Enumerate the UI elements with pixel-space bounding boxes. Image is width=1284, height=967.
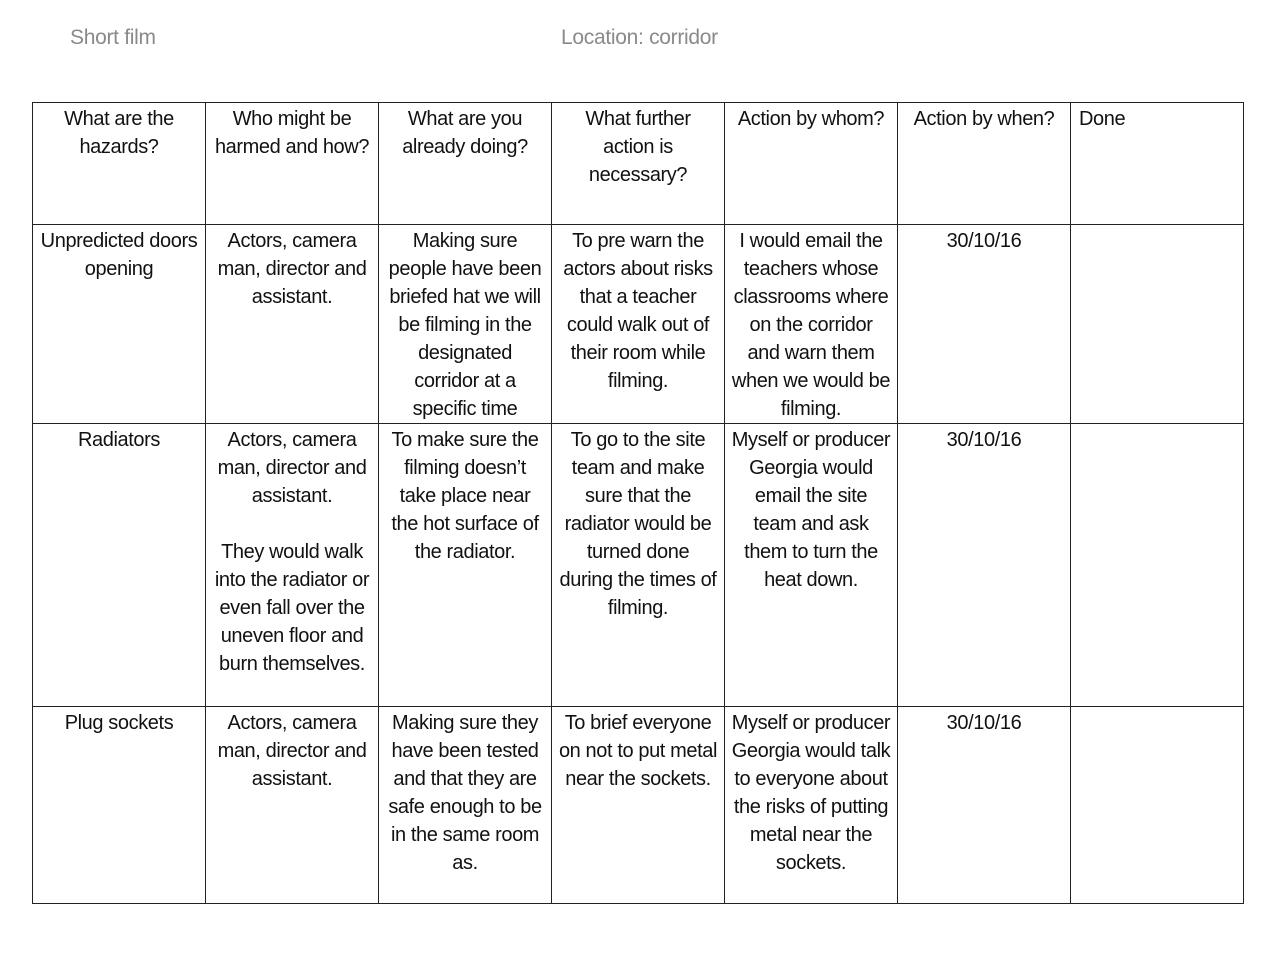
location-label: Location: corridor	[561, 26, 718, 49]
further-action-cell: To brief everyone on not to put metal near the sockets.	[552, 707, 725, 904]
harmed-cell	[206, 424, 379, 707]
doing-cell: To make sure the filming doesn’t take place near the hot surface of the radiator.	[379, 424, 552, 707]
column-header-harmed: Who might be harmed and how?	[206, 103, 379, 225]
hazard-cell: Unpredicted doors opening	[33, 225, 206, 424]
column-header-hazards: What are the hazards?	[33, 103, 206, 225]
hazard-cell: Plug sockets	[33, 707, 206, 904]
action-by-when-cell: 30/10/16	[898, 707, 1071, 904]
done-cell	[1071, 707, 1244, 904]
column-header-action-by-whom: Action by whom?	[725, 103, 898, 225]
column-header-done: Done	[1071, 103, 1244, 225]
table-row	[33, 225, 1244, 424]
done-cell	[1071, 225, 1244, 424]
action-by-when-cell: 30/10/16	[898, 424, 1071, 707]
document-title: Short film	[70, 26, 156, 49]
further-action-cell: To pre warn the actors about risks that a teacher could walk out of their room while filming.	[552, 225, 725, 424]
harmed-who-text: Actors, camera man, director and assistant.	[217, 429, 367, 507]
table-row	[33, 424, 1244, 707]
doing-cell: Making sure people have been briefed hat we will be filming in the designated corridor at a specific time	[379, 225, 552, 424]
doing-cell: Making sure they have been tested and that they are safe enough to be in the same room as.	[379, 707, 552, 904]
action-by-whom-cell: Myself or producer Georgia would email the site team and ask them to turn the heat down.	[725, 424, 898, 707]
column-header-action-by-when: Action by when?	[898, 103, 1071, 225]
action-by-whom-cell: I would email the teachers whose classrooms where on the corridor and warn them when we would be filming.	[725, 225, 898, 424]
further-action-cell: To go to the site team and make sure that the radiator would be turned done during the times of filming.	[552, 424, 725, 707]
paragraph-gap	[212, 510, 372, 538]
column-header-further-action: What further action is necessary?	[552, 103, 725, 225]
action-by-whom-cell: Myself or producer Georgia would talk to everyone about the risks of putting metal near the sockets.	[725, 707, 898, 904]
harmed-cell: Actors, camera man, director and assistant.	[206, 707, 379, 904]
hazard-cell: Radiators	[33, 424, 206, 707]
done-cell	[1071, 424, 1244, 707]
risk-assessment-table	[32, 102, 1244, 904]
table-header-row	[33, 103, 1244, 225]
harmed-cell: Actors, camera man, director and assistant.	[206, 225, 379, 424]
harmed-how-text: They would walk into the radiator or even fall over the uneven floor and burn themselves.	[214, 541, 370, 675]
table-row	[33, 707, 1244, 904]
column-header-doing: What are you already doing?	[379, 103, 552, 225]
action-by-when-cell: 30/10/16	[898, 225, 1071, 424]
